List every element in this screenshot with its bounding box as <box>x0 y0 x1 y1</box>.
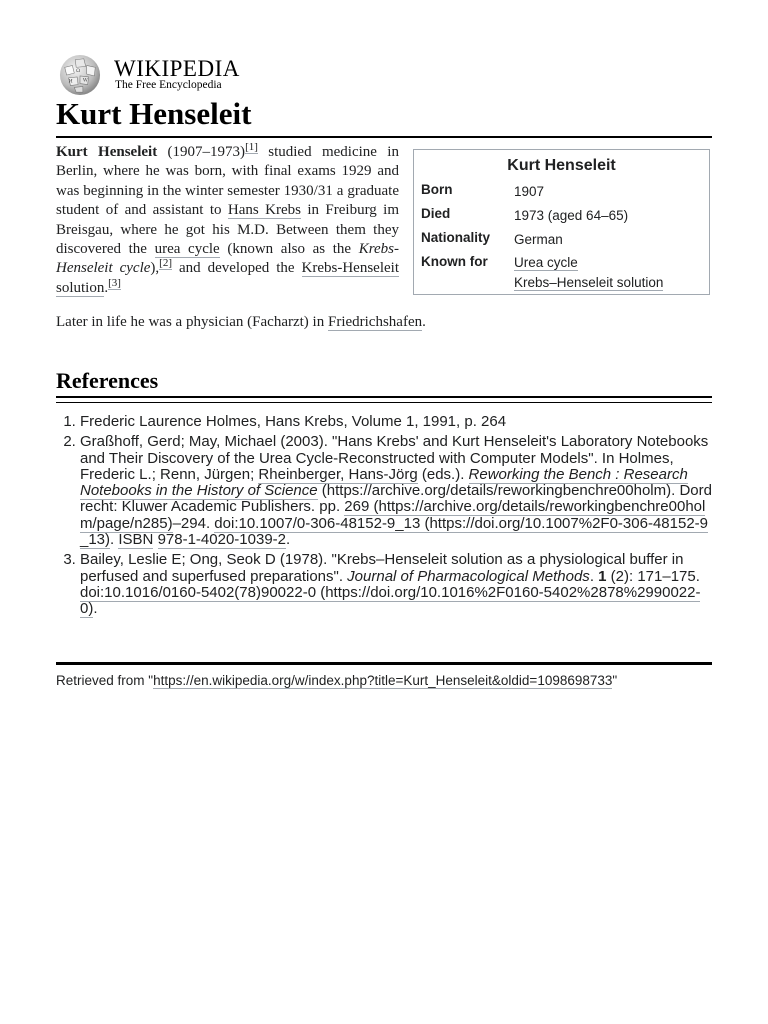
infobox-label: Died <box>421 206 451 221</box>
references-divider <box>56 402 712 403</box>
lead-dates: (1907–1973) <box>157 144 246 160</box>
link-doi[interactable]: doi:10.1007/0-306-48152-9_13 (https://doi.org/10.1007%2F0-306-48152-9_13) <box>80 514 708 549</box>
link-isbn[interactable]: 978-1-4020-1039-2 <box>157 531 286 549</box>
ref-link-1[interactable]: [1] <box>245 141 258 153</box>
reference-text: . <box>589 567 599 585</box>
lead-text: and developed the <box>172 260 302 277</box>
reference-text: . <box>286 531 291 549</box>
retrieved-prefix: Retrieved from " <box>56 673 154 688</box>
infobox-label: Nationality <box>421 230 491 245</box>
reference-text: (2): 171–175. <box>606 567 700 585</box>
link-krebs-henseleit-solution[interactable]: Krebs-Henseleit solution <box>56 260 399 296</box>
reference-text: (https://archive.org/details/reworkingbenchre00holm). Dordrecht: Kluwer Academic Publishers. pp. <box>80 482 712 516</box>
ref-link-3[interactable]: [3] <box>108 276 121 289</box>
reference-text: –294. <box>172 514 215 532</box>
lead-text: (known also as the <box>219 241 359 258</box>
link-isbn-label[interactable]: ISBN <box>118 531 154 549</box>
volume-number: 1 <box>598 567 607 585</box>
references-heading: References <box>56 368 159 393</box>
lead-text: in Freiburg im Breisgau, where he got his M.D. Between them they discovered the <box>56 202 400 258</box>
infobox-label: Known for <box>421 254 488 269</box>
reference-item-2 <box>80 434 712 548</box>
footer-divider <box>56 662 712 665</box>
infobox-value: German <box>514 232 563 247</box>
later-text: . <box>422 314 426 330</box>
reference-text: (eds.). <box>417 465 469 483</box>
italic-cycle-name: Krebs-Henseleit cycle <box>56 241 399 277</box>
reference-text: Frederic Laurence Holmes, Hans Krebs, Volume 1, 1991, p. 264 <box>80 413 507 430</box>
infobox <box>413 149 710 295</box>
lead-text: ), <box>150 260 160 277</box>
link-friedrichshafen[interactable]: Friedrichshafen <box>327 314 423 330</box>
infobox-value: 1973 (aged 64–65) <box>514 208 629 223</box>
later-text: Later in life he was a physician (Facharzt) in <box>56 314 328 330</box>
reference-text <box>153 531 157 548</box>
ref-link-2[interactable]: [2] <box>159 257 172 270</box>
svg-text:W: W <box>82 78 88 84</box>
site-header <box>56 54 356 98</box>
wikipedia-globe-logo[interactable] <box>56 54 104 96</box>
retrieved-from-line <box>56 673 617 688</box>
link-pages[interactable]: 269 (https://archive.org/details/reworkingbenchre00holm/page/n285) <box>80 498 706 532</box>
lead-text: . <box>104 279 109 296</box>
reference-item-3 <box>80 552 712 617</box>
svg-text:И: И <box>68 79 73 85</box>
infobox-value: 1907 <box>514 184 545 199</box>
reference-text: Graßhoff, Gerd; May, Michael (2003). "Hans Krebs' and Kurt Henseleit's Laboratory Notebooks and Their Discovery of the Urea Cycle-Reconstructed with Computer Models". In Holmes, Frederic L.; Renn, Jürgen; <box>80 433 709 483</box>
link-krebs-henseleit-solution-infobox[interactable]: Krebs–Henseleit solution <box>514 274 664 290</box>
svg-text:Ω: Ω <box>76 69 81 75</box>
reference-text: Bailey, Leslie E; Ong, Seok D (1978). "Krebs–Henseleit solution as a physiological buffer in perfused and superfused preparations". <box>80 551 684 585</box>
reference-text: . <box>110 531 119 549</box>
lead-text: studied medicine in Berlin, where he was born, with final exams 1929 and was beginning in the winter semester 1930/31 a graduate student of and assistant to <box>56 144 399 219</box>
title-divider <box>56 136 712 138</box>
lead-paragraph <box>56 143 399 298</box>
references-divider <box>56 396 712 398</box>
link-hans-krebs[interactable]: Hans Krebs <box>227 202 301 219</box>
infobox-title: Kurt Henseleit <box>507 157 616 174</box>
references-list <box>56 414 712 622</box>
link-doi[interactable]: doi:10.1016/0160-5402(78)90022-0 (https://doi.org/10.1016%2F0160-5402%2878%2990022-0) <box>80 583 701 618</box>
later-life-paragraph <box>56 314 712 331</box>
retrieved-url-link[interactable]: https://en.wikipedia.org/w/index.php?title=Kurt_Henseleit&oldid=1098698733 <box>153 673 613 688</box>
journal-title: Journal of Pharmacological Methods <box>347 567 590 585</box>
reference-item-1 <box>80 414 712 430</box>
page-title: Kurt Henseleit <box>56 96 252 131</box>
link-book-title[interactable]: Reworking the Bench : Research Notebooks in the History of Science <box>80 465 688 500</box>
link-urea-cycle[interactable]: urea cycle <box>154 241 220 258</box>
link-rheinberger[interactable]: Rheinberger, Hans-Jörg <box>258 465 418 483</box>
link-urea-cycle-infobox[interactable]: Urea cycle <box>514 255 578 270</box>
infobox-label: Born <box>421 182 453 197</box>
site-tagline: The Free Encyclopedia <box>115 79 222 91</box>
site-wordmark[interactable]: WIKIPEDIA <box>114 56 240 81</box>
subject-name: Kurt Henseleit <box>56 144 158 160</box>
infobox-value <box>514 253 709 292</box>
retrieved-suffix: " <box>612 673 618 688</box>
reference-text: . <box>93 600 98 618</box>
